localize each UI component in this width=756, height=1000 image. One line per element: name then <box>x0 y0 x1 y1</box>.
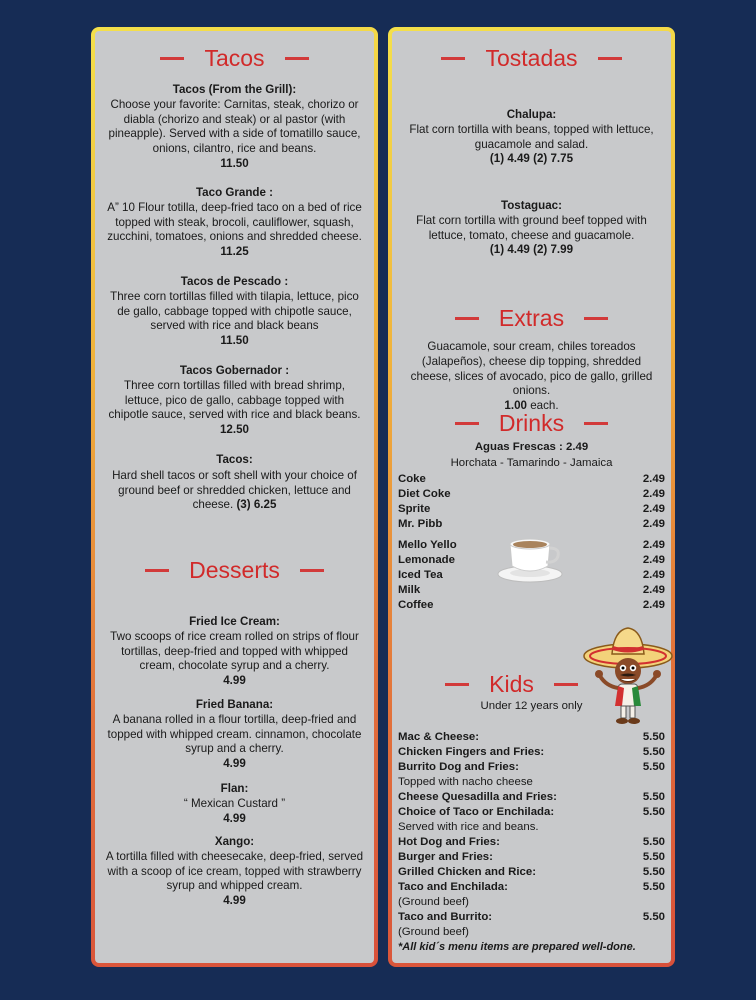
item-price: 11.25 <box>220 245 249 259</box>
item-desc: A tortilla filled with cheesecake, deep-fried, served with a scoop of ice cream, topped with strawberry syrup and whipped cream. <box>105 849 364 893</box>
menu-item <box>105 364 364 438</box>
kids-item-price: 5.50 <box>642 866 665 878</box>
item-price: (1) 4.49 (2) 7.99 <box>489 243 574 257</box>
item-name: Taco Grande : <box>195 186 274 199</box>
kids-item-name: Chicken Fingers and Fries: <box>398 746 545 758</box>
extras-heading <box>392 305 671 332</box>
kids-item-name: Burger and Fries: <box>398 851 493 863</box>
item-price: 4.99 <box>223 811 246 825</box>
item-desc: Flat corn tortilla with ground beef topped with lettuce, tomato, cheese and guacamole. <box>416 213 647 242</box>
kids-item-price: 5.50 <box>642 851 665 863</box>
drink-row <box>398 517 665 531</box>
item-desc: Hard shell tacos or soft shell with your choice of ground beef or shredded chicken, lettuce and cheese. <box>112 468 357 512</box>
drink-price: 2.49 <box>642 518 665 530</box>
menu-item <box>402 108 661 167</box>
item-price: 4.99 <box>223 674 246 688</box>
item-name: Chalupa: <box>506 108 557 121</box>
drink-name: Mello Yello <box>398 539 457 551</box>
kids-item-name: Mac & Cheese: <box>398 731 480 743</box>
menu-item <box>105 782 364 826</box>
drink-price: 2.49 <box>642 599 665 611</box>
kids-item-price: 5.50 <box>642 881 665 893</box>
drink-name: Coffee <box>398 599 434 611</box>
kids-item-name: Burrito Dog and Fries: <box>398 761 519 773</box>
heading-dash <box>160 57 184 60</box>
tostadas-heading <box>392 45 671 72</box>
drink-row <box>398 487 665 501</box>
coffee-cup-icon <box>496 534 568 584</box>
menu-item <box>105 83 364 172</box>
drink-name: Mr. Pibb <box>398 518 443 530</box>
kids-row <box>398 730 665 744</box>
kids-item-name: Taco and Enchilada: <box>398 881 508 893</box>
item-price: 12.50 <box>219 423 249 437</box>
item-name: Tacos Gobernador : <box>179 364 290 377</box>
kids-row <box>398 910 665 924</box>
drink-name: Diet Coke <box>398 488 451 500</box>
tacos-title: Tacos <box>204 45 265 71</box>
kids-item-name: Choice of Taco or Enchilada: <box>398 806 555 818</box>
drink-row <box>398 583 665 597</box>
kids-row <box>398 880 665 894</box>
kids-footnote: *All kid´s menu items are prepared well-done. <box>398 941 636 953</box>
kids-item-note: Served with rice and beans. <box>398 821 539 833</box>
drink-price: 2.49 <box>642 584 665 596</box>
item-name: Flan: <box>220 782 249 795</box>
kids-item-name: Grilled Chicken and Rice: <box>398 866 536 878</box>
kids-row <box>398 865 665 879</box>
kids-item-note: (Ground beef) <box>398 896 469 908</box>
drink-price: 2.49 <box>642 473 665 485</box>
kids-title: Kids <box>489 671 534 697</box>
item-desc: Flat corn tortilla with beans, topped with lettuce, guacamole and salad. <box>409 122 654 151</box>
item-price: 4.99 <box>223 757 246 771</box>
menu-item <box>402 199 661 258</box>
desserts-title: Desserts <box>189 557 280 583</box>
item-desc: Three corn tortillas filled with tilapia, lettuce, pico de gallo, cabbage topped with chipotle sauce, served with rice and black beans <box>110 289 359 333</box>
item-price: 4.99 <box>223 894 246 908</box>
kids-item-name: Hot Dog and Fries: <box>398 836 500 848</box>
heading-dash <box>584 422 608 425</box>
heading-dash <box>145 569 169 572</box>
item-name: Tacos de Pescado : <box>180 275 289 288</box>
kids-row <box>398 745 665 759</box>
drink-name: Coke <box>398 473 426 485</box>
kids-subtitle: Under 12 years only <box>480 700 583 712</box>
drink-name: Lemonade <box>398 554 455 566</box>
kids-item-name: Cheese Quesadilla and Fries: <box>398 791 557 803</box>
heading-dash <box>598 57 622 60</box>
item-desc: Three corn tortillas filled with bread shrimp, lettuce, pico de gallo, cabbage topped with chipotle sauce, served with rice and black beans. <box>108 378 361 422</box>
item-name: Tacos: <box>216 453 253 466</box>
aguas-frescas-flavors: Horchata - Tamarindo - Jamaica <box>450 457 613 469</box>
tostadas-title: Tostadas <box>485 45 578 71</box>
aguas-frescas-label: Aguas Frescas : 2.49 <box>474 441 589 453</box>
item-price: 11.50 <box>220 334 249 348</box>
heading-dash <box>285 57 309 60</box>
tacos-heading <box>95 45 374 72</box>
kids-item-price: 5.50 <box>642 731 665 743</box>
heading-dash <box>300 569 324 572</box>
kids-row <box>398 805 665 819</box>
kids-item-price: 5.50 <box>642 806 665 818</box>
right-menu-panel <box>388 27 675 967</box>
heading-dash <box>441 57 465 60</box>
left-menu-panel <box>91 27 378 967</box>
kids-item-price: 5.50 <box>642 791 665 803</box>
kids-item-note: Topped with nacho cheese <box>398 776 533 788</box>
item-desc: A” 10 Flour totilla, deep-fried taco on a bed of rice topped with steak, brocoli, cauliflower, squash, zucchini, tomatoes, onions and shredded cheese. <box>107 200 362 244</box>
item-desc: Choose your favorite: Carnitas, steak, chorizo or diabla (chorizo and steak) or al pastor (with pineapple). Served with a side of tomatillo sauce, onions, cilantro, rice and beans. <box>108 97 361 156</box>
drink-row <box>398 598 665 612</box>
item-name: Tostaguac: <box>501 199 562 212</box>
heading-dash <box>445 683 469 686</box>
kids-item-note: (Ground beef) <box>398 926 469 938</box>
drink-price: 2.49 <box>642 503 665 515</box>
extras-desc: Guacamole, sour cream, chiles toreados (Jalapeños), cheese dip topping, shredded cheese, slices of avocado, pico de gallo, grilled onions. <box>410 340 653 398</box>
drink-price: 2.49 <box>642 569 665 581</box>
menu-item <box>105 453 364 513</box>
kids-row <box>398 790 665 804</box>
item-desc: Two scoops of rice cream rolled on strips of flour tortillas, deep-fried and topped with whipped cream, chocolate syrup and a cherry. <box>110 629 359 673</box>
drink-price: 2.49 <box>642 539 665 551</box>
kids-item-price: 5.50 <box>642 836 665 848</box>
heading-dash <box>455 317 479 320</box>
item-name: Fried Ice Cream: <box>189 615 280 628</box>
kids-row <box>398 835 665 849</box>
item-price: 11.50 <box>220 156 249 170</box>
heading-dash <box>554 683 578 686</box>
desserts-heading <box>95 557 374 584</box>
menu-item <box>105 615 364 689</box>
kids-item-price: 5.50 <box>642 761 665 773</box>
kids-item-price: 5.50 <box>642 911 665 923</box>
item-desc: “ Mexican Custard ” <box>183 796 286 810</box>
item-desc: A banana rolled in a flour tortilla, deep-fried and topped with whipped cream. cinnamon, chocolate syrup and a cherry. <box>107 712 362 756</box>
drink-row <box>398 472 665 486</box>
item-name: Fried Banana: <box>195 698 274 711</box>
extras-price: 1.00 <box>504 399 527 413</box>
item-price: (3) 6.25 <box>236 498 277 512</box>
kids-item-price: 5.50 <box>642 746 665 758</box>
item-name: Xango: <box>214 835 255 848</box>
drinks-title: Drinks <box>498 410 565 436</box>
extras-price-suffix: each. <box>526 399 559 413</box>
drink-price: 2.49 <box>642 554 665 566</box>
menu-item <box>105 275 364 349</box>
heading-dash <box>455 422 479 425</box>
item-price: (1) 4.49 (2) 7.75 <box>489 152 574 166</box>
drinks-heading <box>392 410 671 437</box>
drink-name: Iced Tea <box>398 569 443 581</box>
menu-item <box>105 186 364 260</box>
extras-item <box>402 340 661 414</box>
menu-item <box>105 835 364 909</box>
kids-heading <box>352 671 671 698</box>
drink-name: Sprite <box>398 503 431 515</box>
drink-row <box>398 502 665 516</box>
kids-row <box>398 850 665 864</box>
kids-item-name: Taco and Burrito: <box>398 911 493 923</box>
kids-row <box>398 760 665 774</box>
extras-title: Extras <box>498 305 565 331</box>
drink-name: Milk <box>398 584 421 596</box>
item-name: Tacos (From the Grill): <box>172 83 297 96</box>
drink-price: 2.49 <box>642 488 665 500</box>
menu-item <box>105 698 364 772</box>
heading-dash <box>584 317 608 320</box>
